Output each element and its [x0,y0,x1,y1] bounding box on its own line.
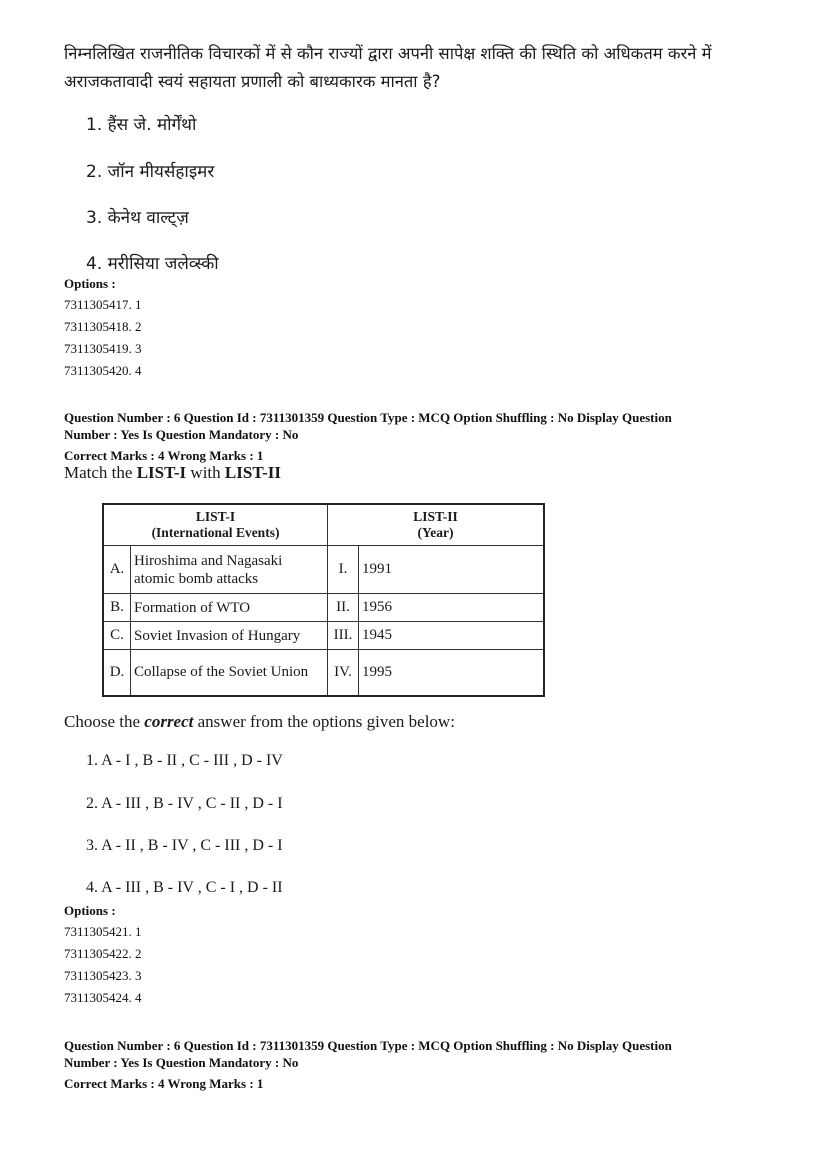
question-marks: Correct Marks : 4 Wrong Marks : 1 [64,448,264,463]
option-id-2: 7311305418. 2 [64,319,142,334]
row-letter: D. [103,650,131,696]
row-event: Formation of WTO [131,594,328,622]
row-year: 1995 [359,650,545,696]
option-id-1: 7311305421. 1 [64,924,142,939]
option-id-4: 7311305424. 4 [64,990,142,1005]
choose-emphasis: correct [144,712,194,731]
hindi-option-3: 3. केनेथ वाल्ट्ज़ [86,208,189,228]
row-roman: II. [328,594,359,622]
list2-header [328,504,545,546]
option-id-3: 7311305419. 3 [64,341,142,356]
answer-option-1: 1. A - I , B - II , C - III , D - IV [86,752,283,769]
question-meta-line2: Number : Yes Is Question Mandatory : No [64,427,299,442]
row-event: Collapse of the Soviet Union [131,650,328,696]
row-letter: A. [103,546,131,594]
list1-name: LIST-I [136,463,187,482]
option-id-4: 7311305420. 4 [64,363,142,378]
question-text-hindi: निम्नलिखित राजनीतिक विचारकों में से कौन राज्यों द्वारा अपनी सापेक्ष शक्ति की स्थिति को अधिकतम करने में अराजकतावादी स्वयं सहायता प्रणाली को बाध्यकारक मानता है? [64,44,712,91]
list2-header-sub: (Year) [417,525,454,540]
list1-header-sub: (International Events) [151,525,280,540]
match-table [102,503,545,697]
row-event: Soviet Invasion of Hungary [131,622,328,650]
match-prefix: Match the [64,463,137,482]
option-id-3: 7311305423. 3 [64,968,142,983]
question-meta-line1: Question Number : 6 Question Id : 7311301359 Question Type : MCQ Option Shuffling : No Display Question [64,410,672,425]
row-letter: C. [103,622,131,650]
choose-prefix: Choose the [64,712,145,731]
row-roman: IV. [328,650,359,696]
table-row [103,650,544,696]
question-meta [64,1037,764,1071]
option-id-2: 7311305422. 2 [64,946,142,961]
row-event: Hiroshima and Nagasaki atomic bomb attacks [131,546,328,594]
row-year: 1991 [359,546,545,594]
table-row [103,546,544,594]
match-mid: with [186,463,225,482]
row-year: 1956 [359,594,545,622]
options-label: Options : [64,903,116,918]
hindi-option-4: 4. मरीसिया जलेव्स्की [86,254,219,274]
row-year: 1945 [359,622,545,650]
choose-instruction [64,712,455,732]
answer-option-2: 2. A - III , B - IV , C - II , D - I [86,795,283,812]
option-id-1: 7311305417. 1 [64,297,142,312]
hindi-option-2: 2. जॉन मीयर्सहाइमर [86,162,215,182]
list1-header-title: LIST-I [195,509,236,524]
table-row [103,594,544,622]
choose-suffix: answer from the options given below: [193,712,455,731]
question-meta-line1: Question Number : 6 Question Id : 7311301359 Question Type : MCQ Option Shuffling : No Display Question [64,1038,672,1053]
list2-header-title: LIST-II [413,509,458,524]
hindi-option-1: 1. हैंस जे. मोर्गेंथो [86,115,197,135]
table-header-row [103,504,544,546]
list1-header [103,504,328,546]
row-roman: III. [328,622,359,650]
question-meta-line2: Number : Yes Is Question Mandatory : No [64,1055,299,1070]
answer-option-4: 4. A - III , B - IV , C - I , D - II [86,879,283,896]
match-instruction [64,463,281,483]
options-label: Options : [64,276,116,291]
answer-option-3: 3. A - II , B - IV , C - III , D - I [86,837,283,854]
list2-name: LIST-II [224,463,281,482]
question-marks: Correct Marks : 4 Wrong Marks : 1 [64,1076,264,1091]
row-roman: I. [328,546,359,594]
question-meta [64,409,764,443]
row-letter: B. [103,594,131,622]
table-row [103,622,544,650]
